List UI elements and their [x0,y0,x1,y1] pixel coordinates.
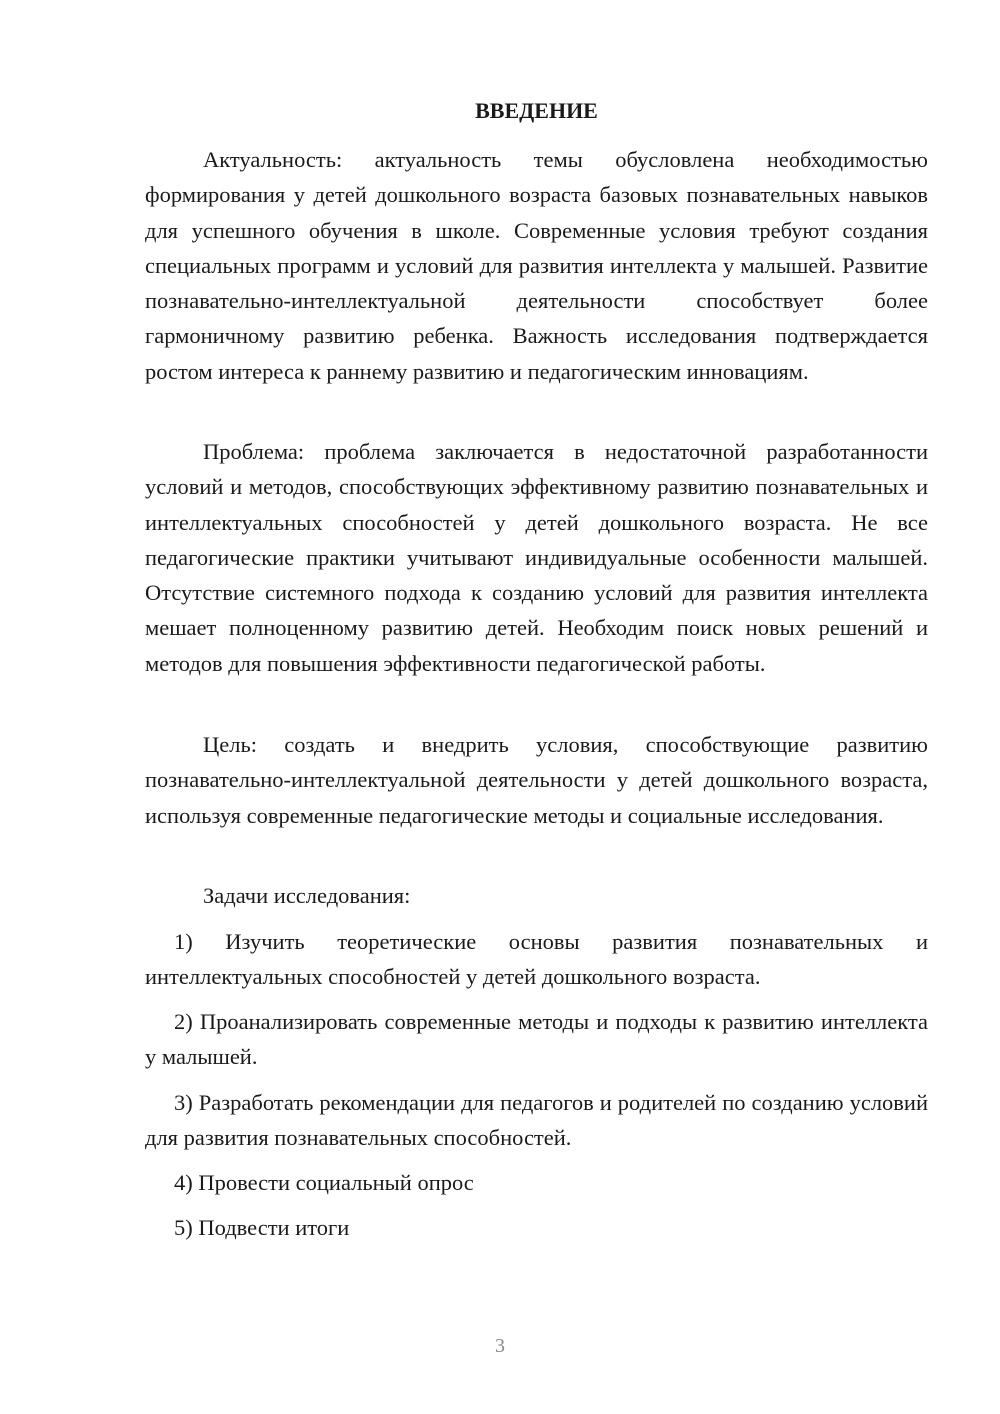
task-item-5: 5) Подвести итоги [174,1215,350,1240]
task-item-4: 4) Провести социальный опрос [174,1170,474,1195]
problem-paragraph: Проблема: проблема заключается в недостаточной разработанности условий и методов, способствующих эффективному развитию познавательных и интеллектуальных способностей у детей дошкольного возраста. Не все педагогические практики учитывают индивидуальные особенности малышей. Отсутствие системного подхода к созданию условий для развития интеллекта мешает полноценному развитию детей. Необходим поиск новых решений и методов для повышения эффективности педагогической работы. [145,439,928,676]
goal-paragraph: Цель: создать и внедрить условия, способствующие развитию познавательно-интеллектуальной деятельности у детей дошкольного возраста, используя современные педагогические методы и социальные исследования. [145,732,928,828]
task-item-1: 1) Изучить теоретические основы развития познавательных и интеллектуальных способностей у детей дошкольного возраста. [145,929,928,990]
relevance-paragraph: Актуальность: актуальность темы обусловлена необходимостью формирования у детей дошкольного возраста базовых познавательных навыков для успешного обучения в школе. Современные условия требуют создания специальных программ и условий для развития интеллекта у малышей. Развитие познавательно-интеллектуальной деятельности способствует более гармоничному развитию ребенка. Важность исследования подтверждается ростом интереса к раннему развитию и педагогическим инновациям. [145,147,928,384]
page-number: 3 [495,1335,505,1357]
task-item-2: 2) Проанализировать современные методы и подходы к развитию интеллекта у малышей. [145,1009,928,1070]
section-title: ВВЕДЕНИЕ [475,98,598,123]
task-item-3: 3) Разработать рекомендации для педагогов и родителей по созданию условий для развития познавательных способностей. [145,1090,928,1151]
tasks-heading: Задачи исследования: [203,883,411,908]
